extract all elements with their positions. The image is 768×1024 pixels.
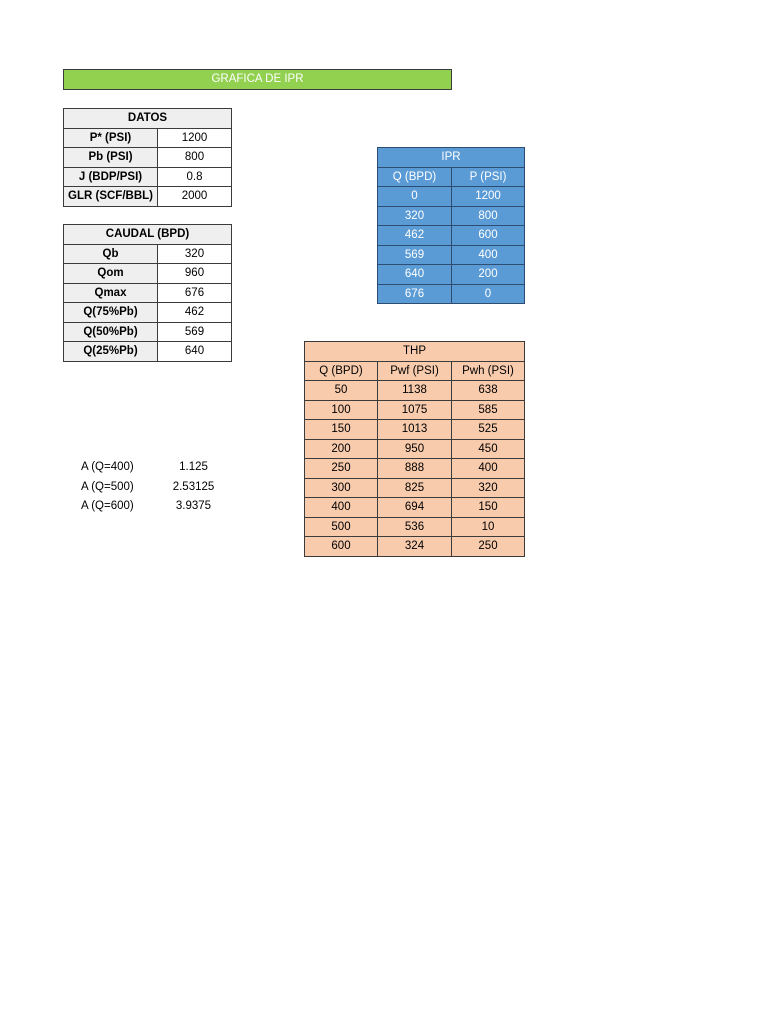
- page-title: GRAFICA DE IPR: [63, 69, 452, 90]
- ipr-cell: 462: [378, 226, 452, 246]
- thp-cell: 950: [378, 439, 452, 459]
- a-values-list: [81, 458, 241, 517]
- thp-cell: 585: [452, 400, 525, 420]
- ipr-cell: 320: [378, 206, 452, 226]
- datos-value: 1200: [158, 128, 232, 148]
- caudal-value: 320: [158, 244, 232, 264]
- thp-column-header: Pwh (PSI): [452, 361, 525, 381]
- a-value: 3.9375: [175, 500, 212, 512]
- caudal-value: 676: [158, 283, 232, 303]
- caudal-label: Q(75%Pb): [64, 303, 158, 323]
- caudal-value: 640: [158, 342, 232, 362]
- thp-cell: 500: [305, 517, 378, 537]
- datos-label: GLR (SCF/BBL): [64, 187, 158, 207]
- table-row: [305, 439, 525, 459]
- table-row: [378, 187, 525, 207]
- ipr-cell: 640: [378, 265, 452, 285]
- caudal-value: 569: [158, 322, 232, 342]
- table-row: [378, 206, 525, 226]
- thp-cell: 600: [305, 537, 378, 557]
- a-value-label: A (Q=600): [81, 500, 134, 512]
- datos-value: 2000: [158, 187, 232, 207]
- a-value: 1.125: [179, 461, 208, 473]
- caudal-label: Qb: [64, 244, 158, 264]
- ipr-cell: 1200: [452, 187, 525, 207]
- thp-cell: 150: [452, 498, 525, 518]
- table-row: [64, 244, 232, 264]
- thp-cell: 320: [452, 478, 525, 498]
- thp-column-header: Q (BPD): [305, 361, 378, 381]
- datos-label: Pb (PSI): [64, 148, 158, 168]
- table-row: [378, 226, 525, 246]
- table-row: [64, 148, 232, 168]
- table-row: [378, 284, 525, 304]
- table-row: [64, 342, 232, 362]
- thp-cell: 250: [452, 537, 525, 557]
- datos-header: DATOS: [64, 109, 232, 129]
- table-row: [64, 187, 232, 207]
- thp-cell: 638: [452, 381, 525, 401]
- thp-header: THP: [305, 342, 525, 362]
- ipr-cell: 676: [378, 284, 452, 304]
- caudal-table: [63, 224, 232, 362]
- table-row: [305, 459, 525, 479]
- table-row: [64, 264, 232, 284]
- caudal-label: Qmax: [64, 283, 158, 303]
- thp-cell: 1075: [378, 400, 452, 420]
- thp-cell: 825: [378, 478, 452, 498]
- table-row: [305, 478, 525, 498]
- caudal-value: 462: [158, 303, 232, 323]
- ipr-cell: 600: [452, 226, 525, 246]
- table-row: [305, 420, 525, 440]
- table-row: [305, 498, 525, 518]
- ipr-cell: 800: [452, 206, 525, 226]
- table-row: [305, 517, 525, 537]
- table-row: [64, 303, 232, 323]
- caudal-header: CAUDAL (BPD): [64, 225, 232, 245]
- thp-cell: 525: [452, 420, 525, 440]
- thp-cell: 324: [378, 537, 452, 557]
- table-row: [64, 283, 232, 303]
- ipr-cell: 400: [452, 245, 525, 265]
- thp-cell: 50: [305, 381, 378, 401]
- table-row: [378, 265, 525, 285]
- thp-cell: 150: [305, 420, 378, 440]
- table-row: [305, 537, 525, 557]
- caudal-value: 960: [158, 264, 232, 284]
- thp-cell: 450: [452, 439, 525, 459]
- datos-value: 0.8: [158, 167, 232, 187]
- thp-cell: 10: [452, 517, 525, 537]
- list-item: [81, 497, 241, 517]
- caudal-label: Q(25%Pb): [64, 342, 158, 362]
- thp-column-header: Pwf (PSI): [378, 361, 452, 381]
- datos-table: [63, 108, 232, 207]
- ipr-cell: 0: [452, 284, 525, 304]
- thp-cell: 400: [452, 459, 525, 479]
- table-row: [378, 245, 525, 265]
- table-row: [64, 128, 232, 148]
- datos-value: 800: [158, 148, 232, 168]
- table-row: [305, 400, 525, 420]
- thp-cell: 1138: [378, 381, 452, 401]
- thp-cell: 300: [305, 478, 378, 498]
- thp-cell: 888: [378, 459, 452, 479]
- caudal-label: Q(50%Pb): [64, 322, 158, 342]
- table-row: [64, 167, 232, 187]
- thp-cell: 400: [305, 498, 378, 518]
- a-value: 2.53125: [172, 480, 215, 493]
- ipr-table: [377, 147, 525, 304]
- datos-label: P* (PSI): [64, 128, 158, 148]
- ipr-cell: 200: [452, 265, 525, 285]
- caudal-label: Qom: [64, 264, 158, 284]
- list-item: [81, 458, 241, 478]
- ipr-header: IPR: [378, 148, 525, 168]
- thp-cell: 1013: [378, 420, 452, 440]
- table-row: [64, 322, 232, 342]
- thp-cell: 100: [305, 400, 378, 420]
- thp-table: [304, 341, 525, 557]
- ipr-cell: 569: [378, 245, 452, 265]
- thp-cell: 250: [305, 459, 378, 479]
- ipr-column-header: Q (BPD): [378, 167, 452, 187]
- datos-label: J (BDP/PSI): [64, 167, 158, 187]
- thp-cell: 200: [305, 439, 378, 459]
- list-item: [81, 478, 241, 498]
- a-value-label: A (Q=400): [81, 461, 134, 473]
- table-row: [305, 381, 525, 401]
- ipr-cell: 0: [378, 187, 452, 207]
- ipr-column-header: P (PSI): [452, 167, 525, 187]
- a-value-label: A (Q=500): [81, 480, 134, 493]
- thp-cell: 694: [378, 498, 452, 518]
- thp-cell: 536: [378, 517, 452, 537]
